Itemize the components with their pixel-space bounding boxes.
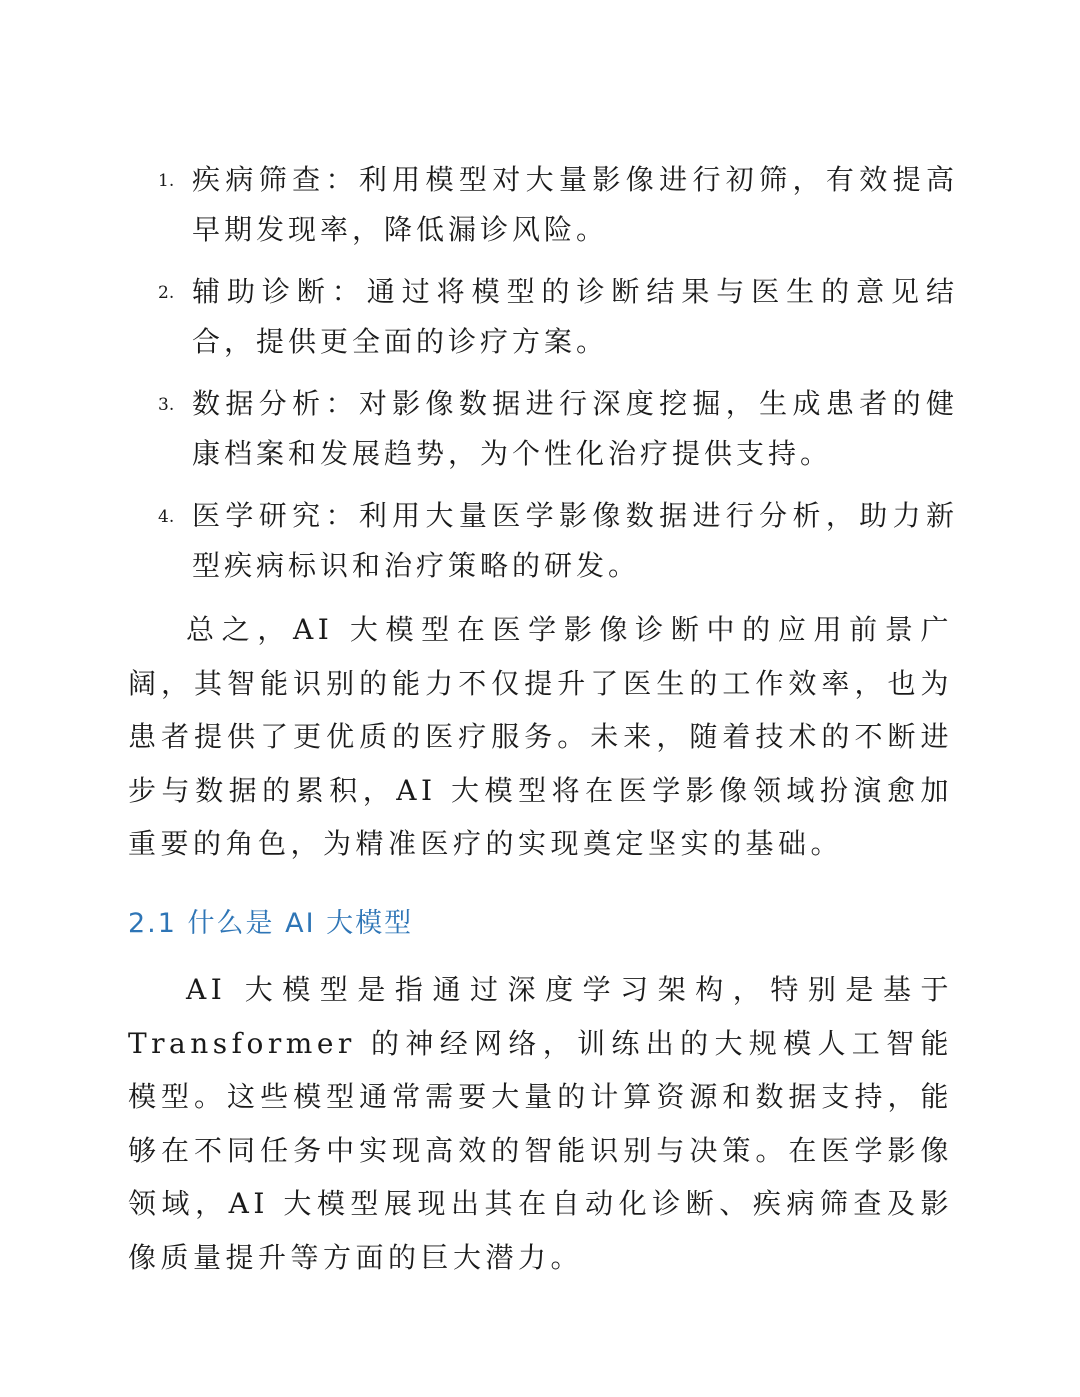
- section-paragraph: AI 大模型是指通过深度学习架构，特别是基于 Transformer 的神经网络，训练出的大规模人工智能模型。这些模型通常需要大量的计算资源和数据支持，能够在不同任务中实现高效的智能识别与决策。在医学影像领域，AI 大模型展现出其在自动化诊断、疾病筛查及影像质量提升等方面的巨大潜力。: [128, 973, 953, 1274]
- list-item: [128, 379, 958, 479]
- application-list: [128, 155, 958, 603]
- list-item-text: 医学研究：利用大量医学影像数据进行分析，助力新型疾病标识和治疗策略的研发。: [192, 499, 958, 582]
- list-item-number: 2.: [158, 283, 175, 303]
- list-item: [128, 155, 958, 255]
- summary-paragraph: 总之，AI 大模型在医学影像诊断中的应用前景广阔，其智能识别的能力不仅提升了医生的工作效率，也为患者提供了更优质的医疗服务。未来，随着技术的不断进步与数据的累积，AI 大模型将在医学影像领域扮演愈加重要的角色，为精准医疗的实现奠定坚实的基础。: [128, 613, 953, 860]
- list-item-text: 辅助诊断：通过将模型的诊断结果与医生的意见结合，提供更全面的诊疗方案。: [192, 275, 958, 358]
- list-item: [128, 491, 958, 591]
- list-item-number: 3.: [158, 395, 175, 415]
- list-item-text: 疾病筛查：利用模型对大量影像进行初筛，有效提高早期发现率，降低漏诊风险。: [192, 163, 958, 246]
- list-item-number: 4.: [158, 507, 175, 527]
- section-heading: 2.1 什么是 AI 大模型: [128, 908, 414, 939]
- list-item: [128, 267, 958, 367]
- list-item-number: 1.: [158, 171, 175, 191]
- list-item-text: 数据分析：对影像数据进行深度挖掘，生成患者的健康档案和发展趋势，为个性化治疗提供支持。: [192, 387, 958, 470]
